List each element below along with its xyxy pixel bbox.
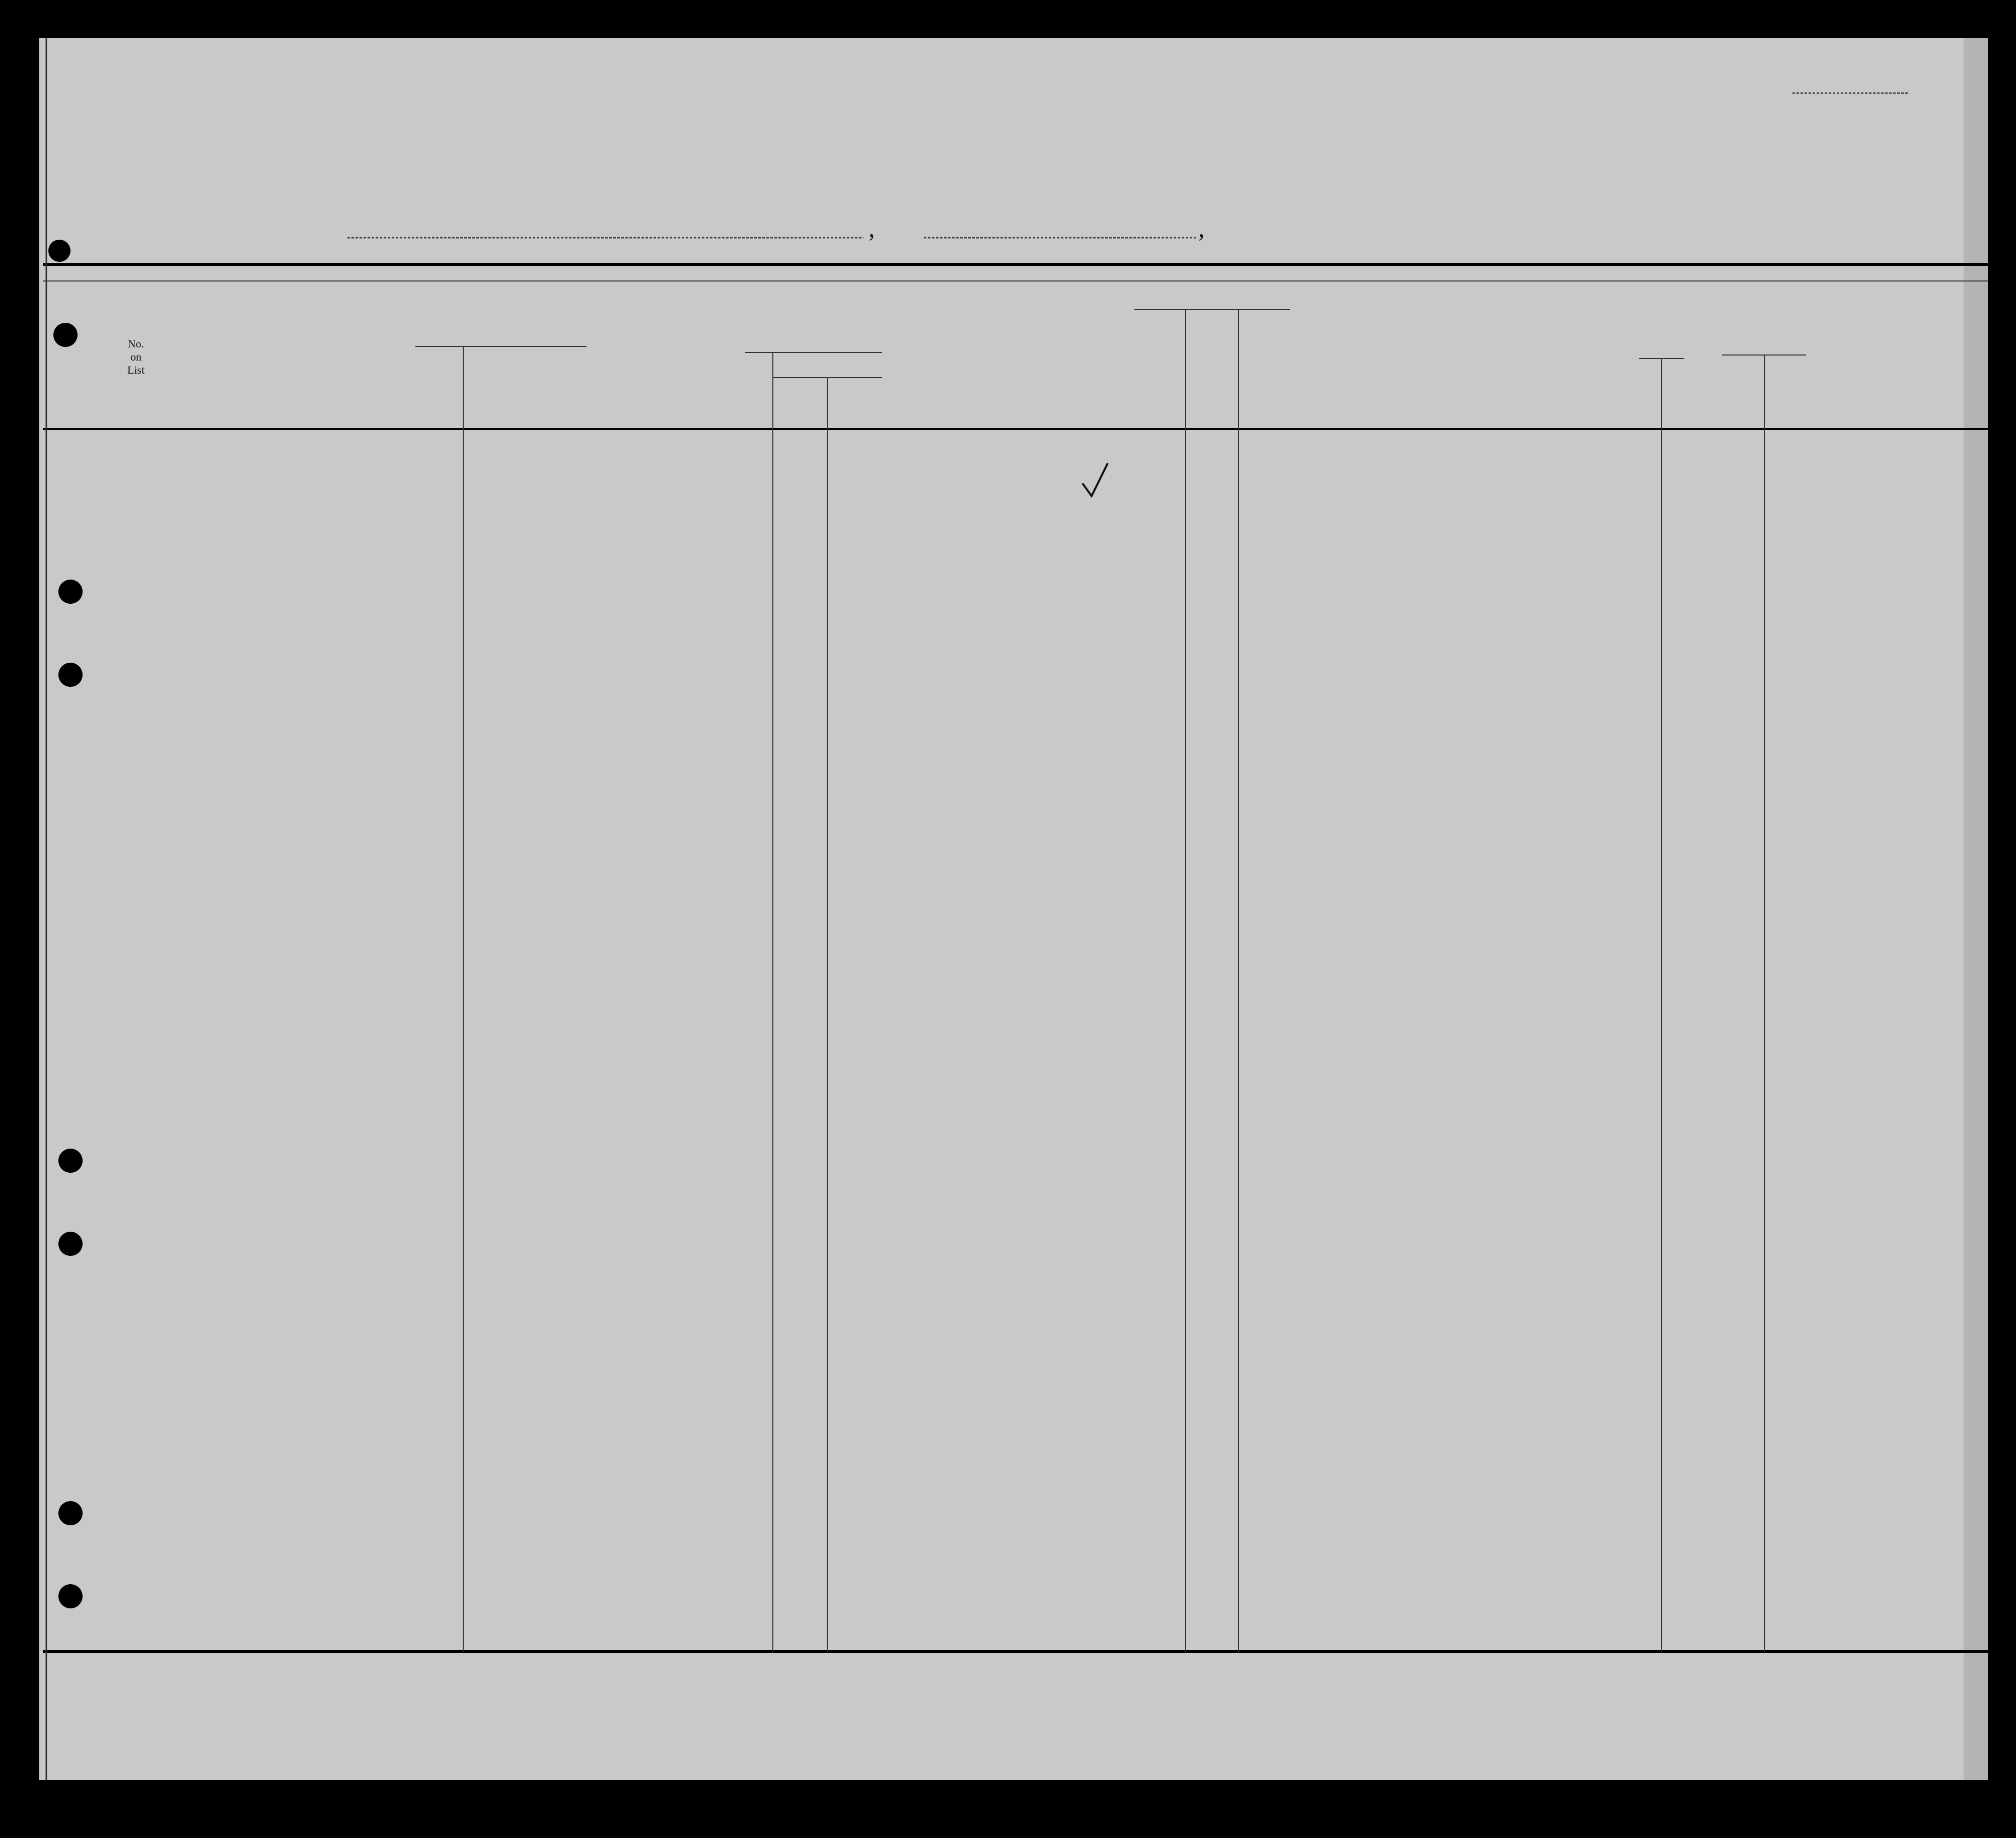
punch-hole-icon: [48, 240, 70, 262]
col16-label-2: on: [130, 350, 141, 363]
paper-edge-shadow: [1964, 38, 1988, 1780]
col24a-header: [1137, 315, 1185, 426]
col16-label-3: List: [127, 364, 145, 376]
punch-hole-icon: [58, 1501, 83, 1525]
col34-header: [1686, 370, 1721, 400]
punch-hole-icon: [58, 1232, 83, 1256]
punch-hole-icon: [53, 323, 78, 347]
col25-header: [1292, 290, 1322, 426]
col20-header: [619, 312, 705, 408]
punch-hole-icon: [58, 580, 83, 604]
col29-header: [1434, 290, 1469, 426]
col32-header: [1575, 327, 1637, 418]
col30-header: [1473, 290, 1518, 426]
col31-header: [1521, 327, 1573, 413]
col16-label-1: No.: [127, 337, 145, 350]
comma-2: ,: [1198, 214, 1205, 242]
comma-1: ,: [869, 214, 875, 242]
col24c-header: [1241, 315, 1289, 426]
punch-hole-icon: [58, 1149, 83, 1173]
paper-background: [39, 38, 1988, 1780]
punch-hole-icon: [58, 663, 83, 687]
col24b-header: [1188, 315, 1236, 426]
col22-header: [745, 302, 882, 352]
col22-yesno: [747, 375, 772, 415]
col17-header: [161, 332, 413, 388]
col23-header: [886, 342, 1133, 398]
col28-header: [1381, 290, 1436, 426]
col22-year: [775, 388, 826, 423]
punch-hole-icon: [58, 1584, 83, 1608]
